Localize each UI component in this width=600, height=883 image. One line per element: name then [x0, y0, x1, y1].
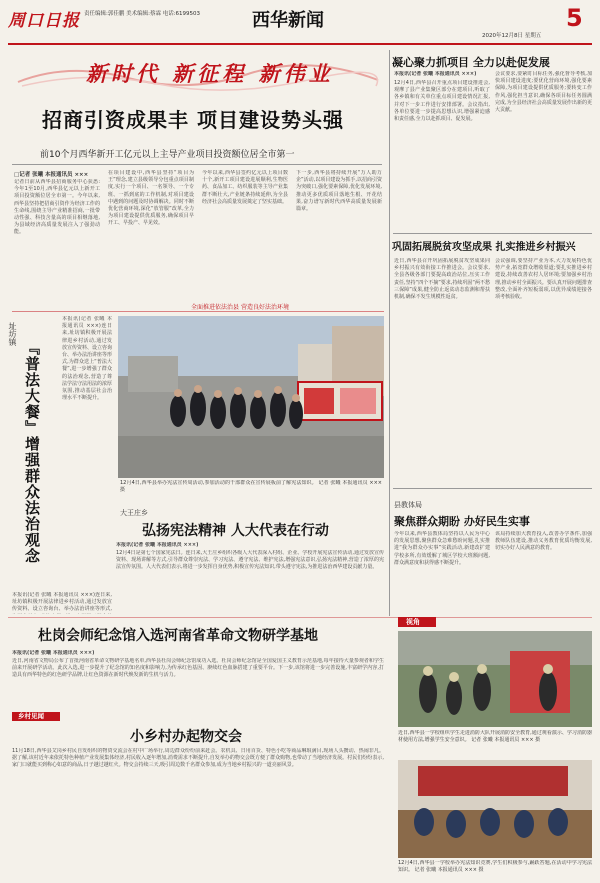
right-top-headline: 凝心聚力抓项目 全力以赴促发展 [392, 56, 550, 69]
right-low-headline: 聚焦群众期盼 办好民生实事 [394, 515, 530, 528]
left-region: 址坊镇 [8, 322, 17, 346]
fire-safety-illustration [398, 631, 592, 727]
constitution-week-photo [118, 316, 384, 478]
slogan-banner [8, 52, 384, 92]
right-mid-column-1: 近日,西华县召开巩固拓展脱贫攻坚成果同乡村振兴有效衔接工作推进会。会议要求,全县各级各部门要提高政治站位,压实工作责任,坚持“四个不摘”要求,持续巩固“两不愁三保障”成果,健全防止返贫动态监测和帮扶机制,确保不发生规模性返贫。 [394, 258, 490, 301]
perspective-label: 视角 [406, 618, 420, 626]
right-top-column-1: 12月4日,西华县召开重点项目建设推进会,观摩了县产业集聚区部分在建项目,听取了各乡镇和有关单位重点项目建设情况汇报,并对下一步工作进行安排部署。会议指出,各单位要进一步提高思想认识,增强紧迫感和责任感,全力以赴抓项目、促发展。 [394, 80, 490, 123]
lead-column-2: 在项目建设中,西华县坚持“项目为王”理念,建立县级领导分包重点项目制度,实行一个项目、一名领导、一个专班、一抓到底的工作机制,对项目建设中遇到的问题及时协调解决。同时不断优化营商环境,深化“放管服”改革,全力为项目建设提供优质服务,确保项目早开工、早投产、早见效。 [108, 170, 194, 227]
newspaper-logo: 周口日报 [8, 11, 80, 31]
lead-headline: 招商引资成果丰 项目建设势头强 [42, 108, 344, 132]
memorial-text: 近日,河南省文物局公布了首批河南省革命文物研学基地名单,西华县杜岗会师纪念馆成功入选。杜岗会师纪念馆是全国爱国主义教育示范基地,每年接待大量参观者和学生前来开展研学活动。此次入选,进一步提升了纪念馆的知名度和影响力,为传承红色基因、赓续红色血脉搭建了重要平台。下一步,该馆将进一步完善设施,丰富研学内容,打造具有西华特色的红色研学品牌,让红色资源在新时代焕发新的生机与活力。 [12, 658, 384, 679]
issue-date: 2020年12月8日 星期五 [482, 33, 542, 39]
village-text: 11月18日,西华县艾岗乡村民自发组织的物资交流会在村中广场举行,周边群众纷纷前来赶会。农机具、日用百货、特色小吃等商品琳琅满目,现场人头攒动、热闹非凡。据了解,该村近年来依托特色种植产业发展集体经济,村民收入逐年增加,消费需求不断提升,自发举办的物交会既方便了群众购物,也带动了当地经济发展。村民们纷纷表示,家门口就能买到称心如意的商品,日子越过越红火。物交会持续三天,吸引周边数千名群众参加,成为当地乡村振兴的一道亮丽风景。 [12, 748, 384, 769]
masthead [0, 0, 600, 46]
fire-safety-photo [398, 631, 592, 727]
memorial-rule-top [8, 617, 592, 618]
left-side-text: 本报讯(记者 张曦 本报通讯员 ×××)连日来,址坊镇积极开展法律进乡村活动,通过发放宣传资料、设立咨询台、举办法治讲座等形式,为群众送上“普法大餐”,进一步增强了群众的法治观念,营造了尊法学法守法用法的浓厚氛围,推动基层社会治理水平不断提升。 [62, 316, 112, 402]
right-low-column-1: 今年以来,西华县教体局坚持以人民为中心的发展思想,聚焦群众急难愁盼问题,扎实推进“我为群众办实事”实践活动,新建改扩建学校多所,有效缓解了城区学校大班额问题,群众满意度和获得感不断提升。 [394, 531, 490, 566]
classroom-illustration [398, 760, 592, 858]
page-number: 5 [566, 4, 583, 32]
masthead-rule [8, 43, 592, 45]
constitution-kicker: 大王庄乡 [120, 509, 148, 517]
photo-caption: 12月4日,西华县举办宪法宣传周活动,参加活动的干部群众在宣传展板前了解宪法知识。 记者 张曦 本报通讯员 ××× 摄 [120, 480, 382, 494]
memorial-headline: 杜岗会师纪念馆入选河南省革命文物研学基地 [38, 628, 318, 644]
slogan-text: 新时代 新征程 新伟业 [86, 61, 334, 86]
memorial-byline: 本报讯(记者 张曦 本报通讯员 ×××) [12, 650, 95, 656]
street-scene-illustration [118, 316, 384, 478]
right-low-column-2: 该局持续加大教育投入,改善办学条件,加强教师队伍建设,推动义务教育优质均衡发展,切实办好人民满意的教育。 [495, 531, 592, 552]
right-top-column-2: 会议要求,要紧盯目标任务,强化督导考核,加快项目建设进度;要优化营商环境,强化要素保障,为项目建设提供优质服务;要转变工作作风,强化担当意识,确保各项目标任务圆满完成,为全县经济社会高质量发展作出新的更大贡献。 [495, 71, 592, 114]
lead-column-4: 下一步,西华县将持续开展“万人助万企”活动,以项目建设为抓手,以招商引资为突破口,强化要素保障,优化发展环境,推动更多优质项目落地生根、开花结果,奋力谱写新时代西华高质量发展新篇章。 [296, 170, 382, 213]
right-top-byline: 本报讯(记者 张曦 本报通讯员 ×××) [394, 71, 477, 77]
column-divider [389, 50, 390, 616]
law-strip: 全面推进依法治县 营造良好法治环境 [191, 304, 289, 311]
lead-column-1: 记者日前从西华县招商服务中心获悉:今年1至10月,西华县亿元以上新开工项目投资额位居全市第一。今年以来,西华县坚持把招商引资作为经济工作的生命线,围绕主导产业精准招商,一批带动性强、科技含量高的项目相继落地,为县域经济高质量发展注入了强劲动能。 [14, 179, 100, 236]
masthead-meta: 责任编辑:郭佳鹏 美术编辑:蔡霖 电话:6199503 [84, 11, 201, 17]
right-rule-2 [393, 488, 592, 489]
constitution-headline: 弘扬宪法精神 人大代表在行动 [142, 523, 329, 539]
right-mid-headline: 巩固拓展脱贫攻坚成果 扎实推进乡村振兴 [392, 242, 576, 253]
section-name: 西华新闻 [252, 10, 324, 31]
perspective-caption-1: 近日,西华县一学校组织学生走进消防大队开展消防安全教育,通过观看演示、学习消防器材使用方法,增强学生安全意识。 记者 张曦 本报通讯员 ××× 摄 [398, 730, 592, 744]
lead-subhead: 前10个月西华新开工亿元以上主导产业项目投资额位居全市第一 [40, 150, 295, 160]
constitution-byline: 本报讯(记者 张曦 本报通讯员 ×××) [116, 542, 199, 548]
law-strip-rule [12, 311, 384, 312]
right-low-kicker: 县教体局 [394, 501, 422, 509]
village-kicker: 乡村见闻 [18, 712, 44, 720]
constitution-text: 12月4日是第七个国家宪法日。连日来,大王庄乡组织各级人大代表深入村组、企业、学校开展宪法宣传活动,通过发放宣传资料、现场讲解等方式,引导群众尊崇宪法、学习宪法、遵守宪法、维护宪法,增强宪法意识,弘扬宪法精神,营造了浓厚的宪法宣传氛围。人大代表们表示,将进一步发挥自身优势,积极宣传宪法知识,带头遵守宪法,为推进法治西华建设贡献力量。 [116, 550, 384, 571]
village-headline: 小乡村办起物交会 [130, 729, 242, 745]
lead-column-3: 今年以来,西华县签约亿元以上项目数十个,新开工项目建设进展顺利,生物医药、食品加工、纺织服装等主导产业集群不断壮大,产业链条持续延伸,为全县经济社会高质量发展奠定了坚实基础。 [202, 170, 288, 205]
lead-byline: □记者 张曦 本报通讯员 ××× [14, 172, 89, 178]
left-bottom-text: 本报讯(记者 张曦 本报通讯员 ×××)连日来,址坊镇积极开展法律进乡村活动,通过发放宣传资料、设立咨询台、举办法治讲座等形式, [12, 592, 112, 613]
lead-sub-rule [12, 164, 382, 165]
quiz-photo [398, 760, 592, 858]
left-vertical-headline: 『普法大餐』增强群众法治观念 [23, 340, 41, 564]
right-rule-1 [393, 233, 592, 234]
perspective-caption-2: 12月4日,西华县一学校举办宪法知识竞赛,学生们积极参与,踊跃答题,在活动中学习宪法知识。 记者 张曦 本报通讯员 ××× 摄 [398, 860, 592, 874]
right-mid-column-2: 会议强调,要坚持产业为本,大力发展特色优势产业,拓宽群众增收渠道;要扎实推进乡村建设,持续改善农村人居环境;要加强乡村治理,推动乡村全面振兴。要认真开展问题排查整改,全面补齐短板弱项,以优异成绩迎接各项考核验收。 [495, 258, 592, 301]
